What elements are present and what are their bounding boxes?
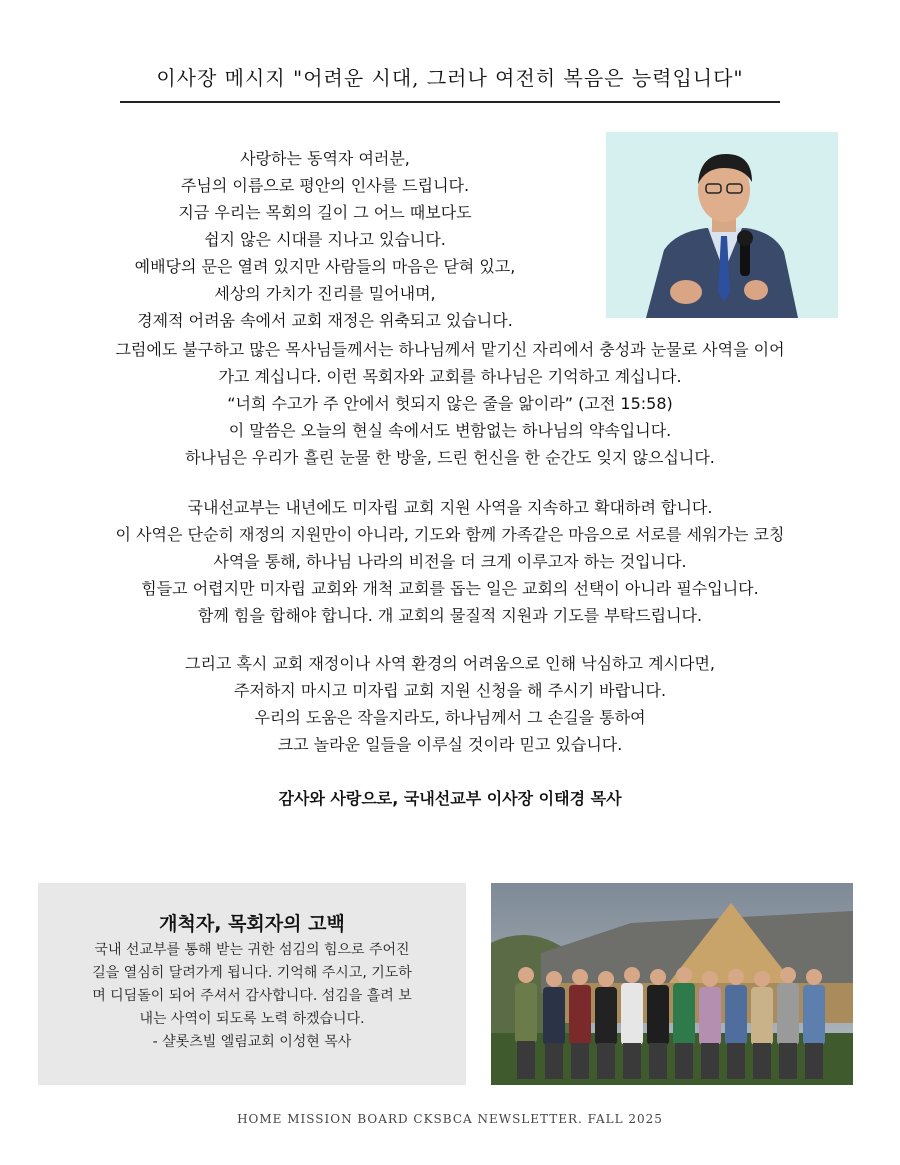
paragraph-line: 국내선교부는 내년에도 미자립 교회 지원 사역을 지속하고 확대하려 합니다.: [187, 498, 713, 517]
intro-line: 세상의 가치가 진리를 밀어내며,: [214, 284, 436, 303]
signature: 감사와 사랑으로, 국내선교부 이사장 이태경 목사: [278, 789, 622, 808]
testimony-author: - 샬롯츠빌 엘림교회 이성현 목사: [152, 1034, 352, 1050]
paragraph-line: 그리고 혹시 교회 재정이나 사역 환경의 어려움으로 인해 낙심하고 계시다면,: [185, 654, 715, 673]
paragraph-line: 하나님은 우리가 흘린 눈물 한 방울, 드린 헌신을 한 순간도 잊지 않으십니다.: [185, 448, 715, 467]
intro-line: 사랑하는 동역자 여러분,: [240, 149, 410, 168]
paragraph-line: 이 사역은 단순히 재정의 지원만이 아니라, 기도와 함께 가족같은 마음으로 서로를 세워가는 코칭: [115, 525, 785, 544]
testimony-body: [48, 939, 456, 1054]
testimony-line: 길을 열심히 달려가게 됩니다. 기억해 주시고, 기도하: [92, 965, 412, 981]
intro-line: 예배당의 문은 열려 있지만 사람들의 마음은 닫혀 있고,: [134, 257, 516, 276]
newsletter-footer: HOME MISSION BOARD CKSBCA NEWSLETTER. FALL 2025: [237, 1112, 663, 1126]
paragraph-line: 사역을 통해, 하나님 나라의 비전을 더 크게 이루고자 하는 것입니다.: [213, 552, 687, 571]
group-photo: [491, 883, 853, 1085]
title-divider: [120, 101, 780, 103]
intro-line: 경제적 어려움 속에서 교회 재정은 위축되고 있습니다.: [137, 311, 513, 330]
paragraph-line: 힘들고 어렵지만 미자립 교회와 개척 교회를 돕는 일은 교회의 선택이 아니라 필수입니다.: [141, 579, 759, 598]
testimony-line: 국내 선교부를 통해 받는 귀한 섬김의 힘으로 주어진: [94, 942, 410, 958]
paragraph-line: 가고 계십니다. 이런 목회자와 교회를 하나님은 기억하고 계십니다.: [218, 367, 682, 386]
testimony-box: [38, 883, 466, 1085]
message-paragraph-1: [0, 336, 900, 471]
intro-line: 쉽지 않은 시대를 지나고 있습니다.: [204, 230, 446, 249]
page-title: 이사장 메시지 "어려운 시대, 그러나 여전히 복음은 능력입니다": [156, 66, 744, 90]
chairman-portrait-photo: [606, 132, 838, 318]
message-paragraph-3: [0, 650, 900, 758]
testimony-line: 며 디딤돌이 되어 주셔서 감사합니다. 섬김을 흘려 보: [92, 988, 412, 1004]
paragraph-line: “너희 수고가 주 안에서 헛되지 않은 줄을 앎이라” (고전 15:58): [227, 394, 673, 413]
paragraph-line: 그럼에도 불구하고 많은 목사님들께서는 하나님께서 맡기신 자리에서 충성과 눈물로 사역을 이어: [115, 340, 785, 359]
testimony-title: 개척자, 목회자의 고백: [159, 913, 345, 935]
paragraph-line: 우리의 도움은 작을지라도, 하나님께서 그 손길을 통하여: [254, 708, 646, 727]
paragraph-line: 크고 놀라운 일들을 이루실 것이라 믿고 있습니다.: [277, 735, 623, 754]
intro-line: 지금 우리는 목회의 길이 그 어느 때보다도: [178, 203, 472, 222]
paragraph-line: 함께 힘을 합해야 합니다. 개 교회의 물질적 지원과 기도를 부탁드립니다.: [197, 606, 703, 625]
message-paragraph-2: [0, 494, 900, 629]
intro-paragraph: [40, 145, 610, 334]
testimony-line: 내는 사역이 되도록 노력 하겠습니다.: [139, 1011, 365, 1027]
paragraph-line: 이 말씀은 오늘의 현실 속에서도 변함없는 하나님의 약속입니다.: [228, 421, 672, 440]
paragraph-line: 주저하지 마시고 미자립 교회 지원 신청을 해 주시기 바랍니다.: [233, 681, 667, 700]
intro-line: 주님의 이름으로 평안의 인사를 드립니다.: [180, 176, 470, 195]
